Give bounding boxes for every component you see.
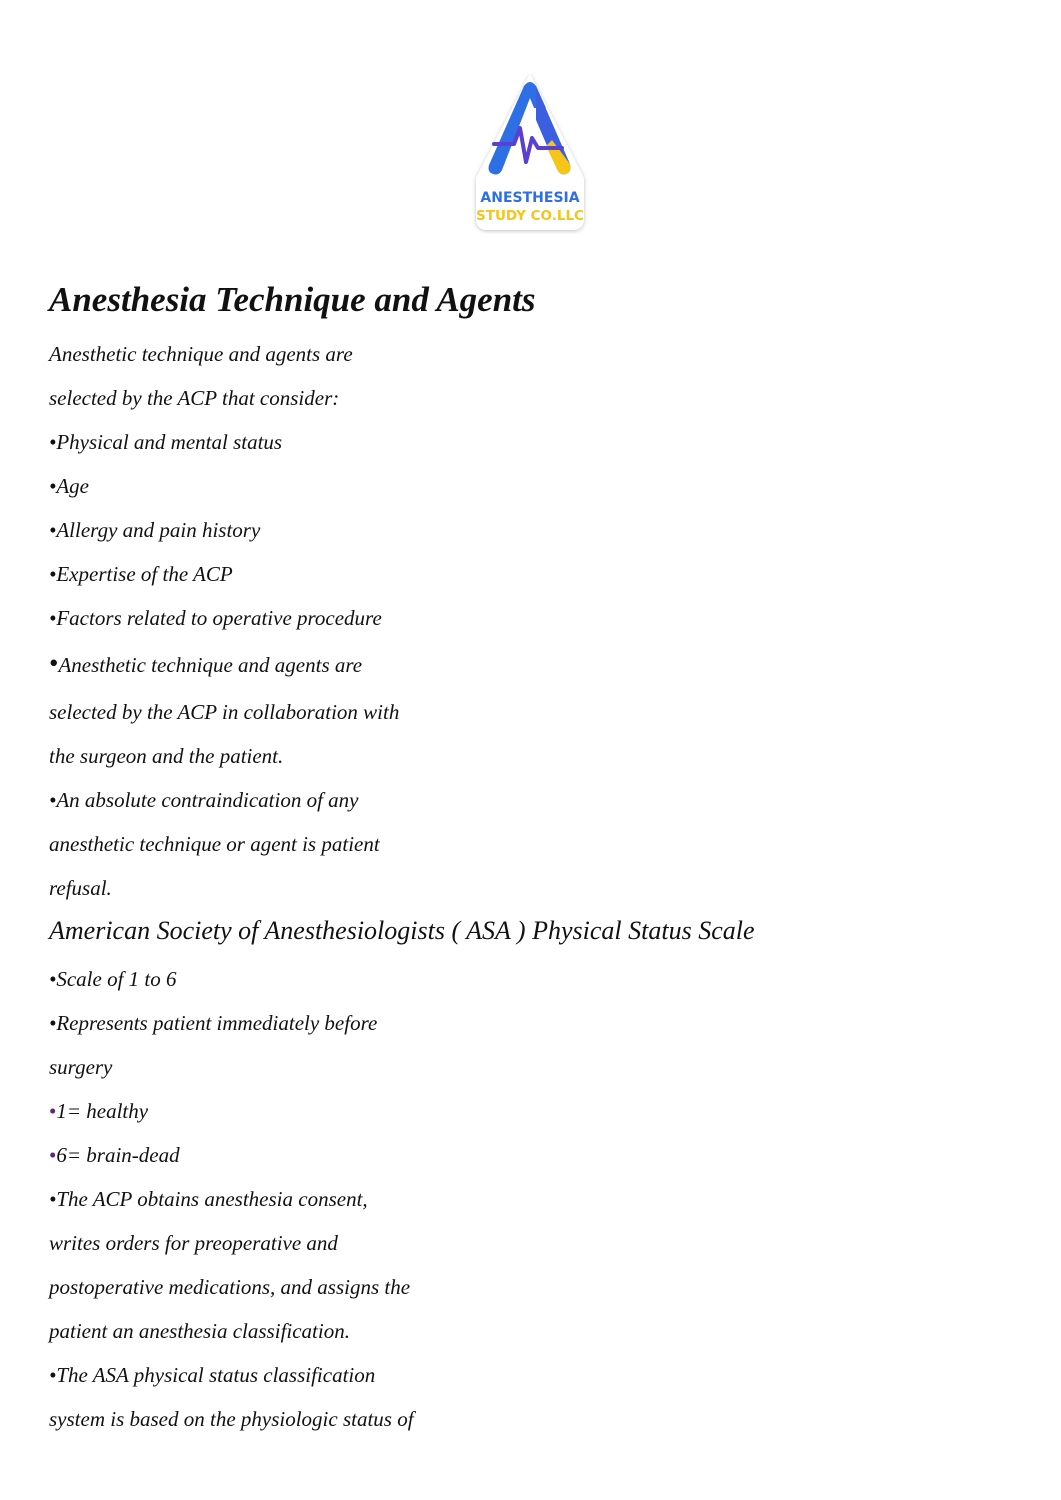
list-item: •Age bbox=[49, 474, 90, 498]
list-item-text: Anesthetic technique and agents are bbox=[58, 653, 363, 677]
list-item: •The ACP obtains anesthesia consent, bbox=[49, 1187, 368, 1211]
text-line: anesthetic technique or agent is patient bbox=[49, 832, 380, 856]
bullet: • bbox=[49, 1099, 57, 1123]
text-line: patient an anesthesia classification. bbox=[49, 1319, 350, 1343]
list-item-text: 6= brain-dead bbox=[56, 1143, 180, 1167]
text-line: writes orders for preoperative and bbox=[49, 1231, 338, 1255]
list-item-text: 1= healthy bbox=[56, 1099, 149, 1123]
text-line: postoperative medications, and assigns the bbox=[49, 1275, 411, 1299]
list-item: •The ASA physical status classification bbox=[49, 1363, 376, 1387]
text-line: the surgeon and the patient. bbox=[49, 744, 284, 768]
list-item: •Factors related to operative procedure bbox=[49, 606, 382, 630]
list-item bbox=[49, 1140, 180, 1170]
list-item: •Represents patient immediately before bbox=[49, 1011, 378, 1035]
company-logo bbox=[464, 68, 596, 234]
bullet: • bbox=[49, 648, 59, 678]
list-item: •Allergy and pain history bbox=[49, 518, 261, 542]
logo-line1: ANESTHESIA bbox=[480, 190, 580, 206]
list-item: •Physical and mental status bbox=[49, 430, 283, 454]
list-item: •Scale of 1 to 6 bbox=[49, 967, 177, 991]
text-line: refusal. bbox=[49, 876, 112, 900]
section-heading: American Society of Anesthesiologists ( ASA ) Physical Status Scale bbox=[49, 916, 755, 945]
list-item bbox=[49, 648, 362, 680]
text-line: selected by the ACP that consider: bbox=[49, 386, 340, 410]
logo-line2: STUDY CO.LLC bbox=[476, 208, 584, 224]
bullet: • bbox=[49, 1143, 57, 1167]
text-line: system is based on the physiologic status of bbox=[49, 1407, 414, 1431]
text-line: selected by the ACP in collaboration with bbox=[49, 700, 400, 724]
list-item bbox=[49, 1096, 148, 1126]
text-line: Anesthetic technique and agents are bbox=[49, 342, 353, 366]
page-title: Anesthesia Technique and Agents bbox=[49, 280, 536, 319]
text-line: surgery bbox=[49, 1055, 113, 1079]
list-item: •An absolute contraindication of any bbox=[49, 788, 359, 812]
list-item: •Expertise of the ACP bbox=[49, 562, 233, 586]
